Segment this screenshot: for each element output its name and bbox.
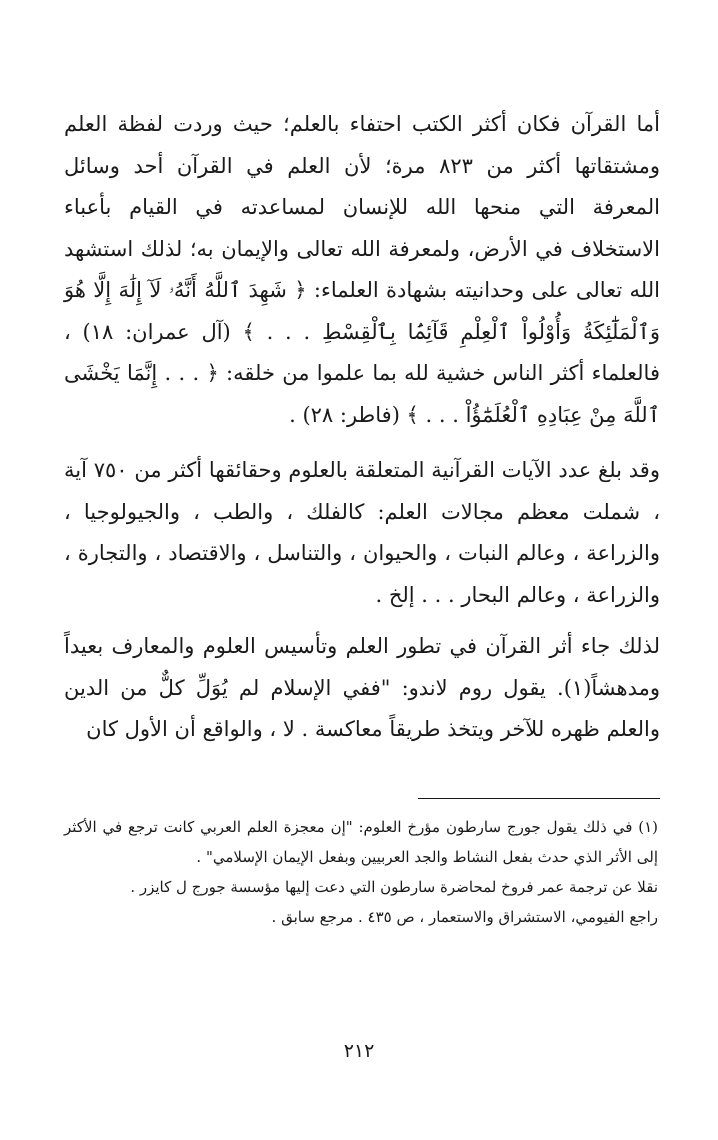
footnote-1: (١) في ذلك يقول جورج سارطون مؤرخ العلوم: "إن معجزة العلم العربي كانت ترجع في الأكثر إلى الأثر الذي حدث بفعل النشاط والجد العربيين وبفعل الإيمان الإسلامي" . (64, 818, 658, 866)
footnote-divider (418, 798, 660, 799)
footnotes (64, 812, 658, 932)
paragraph-3: لذلك جاء أثر القرآن في تطور العلم وتأسيس العلوم والمعارف بعيداً ومدهشاً(١). يقول روم لاندو: "ففي الإسلام لم يُوَلِّ كلٌّ من الدين والعلم ظهره للآخر ويتخذ طريقاً معاكسة . لا ، والواقع أن الأول كان (64, 634, 660, 741)
paragraph-1: أما القرآن فكان أكثر الكتب احتفاء بالعلم؛ حيث وردت لفظة العلم ومشتقاتها أكثر من ٨٢٣ مرة؛ لأن العلم في القرآن أحد وسائل المعرفة التي منحها الله للإنسان لمساعدته في القيام بأعباء الاستخلاف في الأرض، ولمعرفة الله تعالى والإيمان به؛ لذلك استشهد الله تعالى على وحدانيته بشهادة العلماء: ﴿ شَهِدَ ٱللَّهُ أَنَّهُۥ لَآ إِلَٰهَ إِلَّا هُوَ وَٱلْمَلَٰٓئِكَةُ وَأُوْلُواْ ٱلْعِلْمِ قَآئِمَۢا بِٱلْقِسْطِ . . . ﴾ (آل عمران: ١٨) ، فالعلماء أكثر الناس خشية لله بما علموا من خلقه: ﴿ . . . إِنَّمَا يَخْشَى ٱللَّهَ مِنْ عِبَادِهِ ٱلْعُلَمَٰٓؤُاْ . . . ﴾ (فاطر: ٢٨) . (64, 112, 660, 427)
footnote-reference: راجع الفيومي، الاستشراق والاستعمار ، ص ٤٣٥ . مرجع سابق . (271, 908, 658, 926)
main-text (64, 104, 660, 751)
paragraph-2: وقد بلغ عدد الآيات القرآنية المتعلقة بالعلوم وحقائقها أكثر من ٧٥٠ آية ، شملت معظم مجالات العلم: كالفلك ، والطب ، والجيولوجيا ، والزراعة ، وعالم النبات ، والحيوان ، والتناسل ، والاقتصاد ، والتجارة ، والزراعة ، وعالم البحار . . . إلخ . (64, 458, 660, 607)
page-number: ٢١٢ (343, 1040, 375, 1062)
footnote-source: نقلا عن ترجمة عمر فروخ لمحاضرة سارطون التي دعت إليها مؤسسة جورج ل كايزر . (130, 878, 658, 896)
